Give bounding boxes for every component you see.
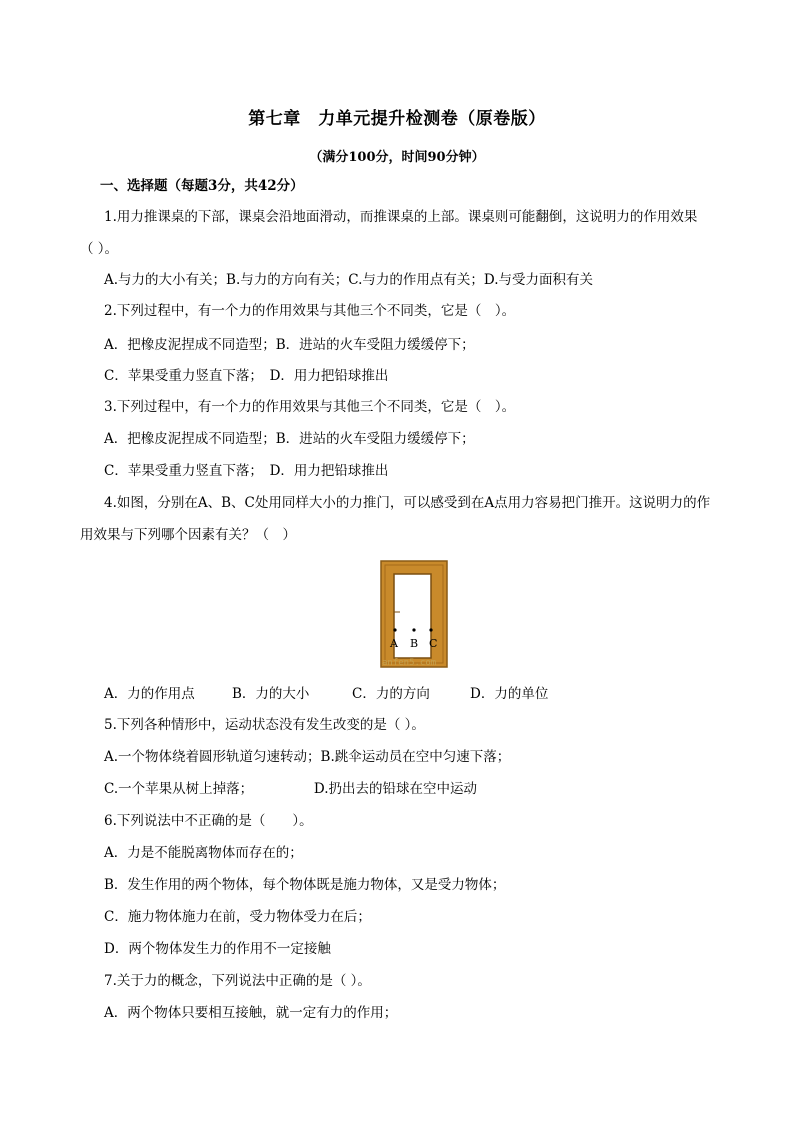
question-2-options-1: A．把橡皮泥捏成不同造型；B．进站的火车受阻力缓缓停下； (104, 337, 475, 353)
question-4-line-2: 用效果与下列哪个因素有关？（ ） (80, 527, 296, 543)
point-c-dot (429, 628, 432, 631)
question-1-options: A.与力的大小有关；B.与力的方向有关；C.与力的作用点有关；D.与受力面积有关 (104, 272, 594, 288)
document-subtitle: （满分100分，时间90分钟） (309, 150, 485, 165)
figure-watermark: anfen5.com (382, 658, 437, 668)
question-5-options-2: C.一个苹果从树上掉落； D.扔出去的铅球在空中运动 (104, 781, 478, 797)
question-5-options-1: A.一个物体绕着圆形轨道匀速转动；B.跳伞运动员在空中匀速下落； (104, 749, 511, 765)
question-6-option-c: C．施力物体施力在前，受力物体受力在后； (104, 909, 371, 925)
point-a-label: A (390, 637, 398, 650)
point-a-dot (393, 628, 396, 631)
question-6-option-a: A．力是不能脱离物体而存在的； (104, 845, 303, 861)
question-7-stem: 7.关于力的概念，下列说法中正确的是（ ）。 (104, 973, 371, 989)
question-6-stem: 6.下列说法中不正确的是（ ）。 (104, 813, 313, 829)
question-3-options-2: C．苹果受重力竖直下落； D．用力把铅球推出 (104, 463, 389, 479)
question-7-option-a: A．两个物体只要相互接触，就一定有力的作用； (104, 1005, 398, 1021)
document-title: 第七章 力单元提升检测卷（原卷版） (248, 109, 546, 129)
question-3-stem: 3.下列过程中，有一个力的作用效果与其他三个不同类，它是（ ）。 (104, 399, 516, 415)
question-1-line-1: 1.用力推课桌的下部，课桌会沿地面滑动，而推课桌的上部。课桌则可能翻倒，这说明力的作用效果 (104, 209, 698, 225)
door-figure (380, 560, 448, 670)
point-c-label: C (429, 637, 438, 650)
question-6-option-b: B．发生作用的两个物体，每个物体既是施力物体，又是受力物体； (104, 877, 506, 893)
question-6-option-d: D．两个物体发生力的作用不一定接触 (104, 941, 331, 957)
question-4-option-d: D．力的单位 (470, 686, 549, 702)
question-4-option-b: B．力的大小 (232, 686, 310, 702)
question-2-options-2: C．苹果受重力竖直下落； D．用力把铅球推出 (104, 368, 389, 384)
point-b-dot (412, 628, 415, 631)
point-b-label: B (410, 637, 419, 650)
question-4-option-a: A．力的作用点 (104, 686, 195, 702)
question-3-options-1: A．把橡皮泥捏成不同造型；B．进站的火车受阻力缓缓停下； (104, 431, 475, 447)
section-heading: 一、选择题（每题3分，共42分） (100, 178, 304, 194)
question-2-stem: 2.下列过程中，有一个力的作用效果与其他三个不同类，它是（ ）。 (104, 303, 516, 319)
question-5-stem: 5.下列各种情形中，运动状态没有发生改变的是（ ）。 (104, 717, 425, 733)
question-1-line-2: （ ）。 (80, 241, 119, 257)
question-4-line-1: 4.如图，分别在A、B、C处用同样大小的力推门，可以感受到在A点用力容易把门推开。这说明力的作 (104, 495, 711, 511)
question-4-option-c: C．力的方向 (352, 686, 430, 702)
